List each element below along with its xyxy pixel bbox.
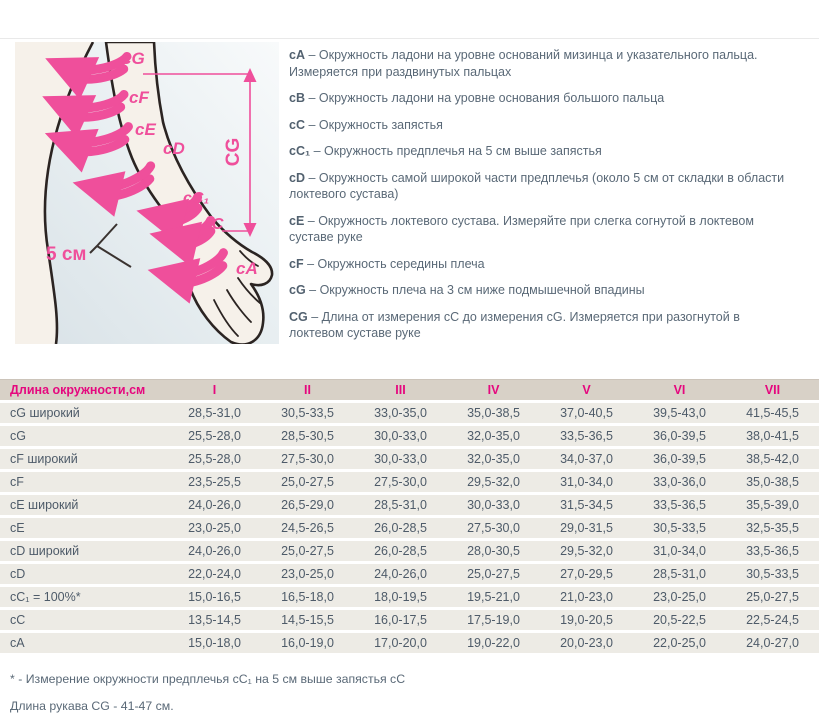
measure-code: cC bbox=[289, 117, 305, 132]
range-cell: 30,0-33,0 bbox=[447, 495, 540, 515]
size-column-header: VI bbox=[633, 379, 726, 400]
range-cell: 30,5-33,5 bbox=[726, 564, 819, 584]
range-cell: 24,0-27,0 bbox=[726, 633, 819, 653]
description-item bbox=[289, 256, 789, 273]
range-cell: 41,5-45,5 bbox=[726, 403, 819, 423]
table-row bbox=[0, 518, 819, 538]
measure-text: – Окружность плеча на 3 см ниже подмышечной впадины bbox=[305, 283, 645, 297]
size-column-header: II bbox=[261, 379, 354, 400]
size-column-header: V bbox=[540, 379, 633, 400]
table-row bbox=[0, 610, 819, 630]
row-label: cF широкий bbox=[0, 449, 168, 469]
range-cell: 26,0-28,5 bbox=[354, 518, 447, 538]
range-cell: 35,0-38,5 bbox=[726, 472, 819, 492]
measure-code: cE bbox=[289, 213, 305, 228]
description-item bbox=[289, 90, 789, 107]
row-label: cE bbox=[0, 518, 168, 538]
sleeve-length-note: Длина рукава CG - 41-47 см. bbox=[10, 698, 174, 713]
range-cell: 26,0-28,5 bbox=[354, 541, 447, 561]
description-item bbox=[289, 213, 789, 246]
size-column-header: VII bbox=[726, 379, 819, 400]
measure-text: – Окружность ладони на уровне основания большого пальца bbox=[304, 91, 665, 105]
range-cell: 24,0-26,0 bbox=[168, 541, 261, 561]
row-label: cF bbox=[0, 472, 168, 492]
table-row bbox=[0, 564, 819, 584]
range-cell: 39,5-43,0 bbox=[633, 403, 726, 423]
range-cell: 38,5-42,0 bbox=[726, 449, 819, 469]
row-label: cE широкий bbox=[0, 495, 168, 515]
cF-label: cF bbox=[129, 88, 149, 107]
range-cell: 16,0-17,5 bbox=[354, 610, 447, 630]
measure-text: – Окружность ладони на уровне оснований мизинца и указательного пальца. Измеряется при раздвинутых пальцах bbox=[289, 48, 758, 79]
cg-measure-label: CG bbox=[223, 137, 244, 167]
range-cell: 20,5-22,5 bbox=[633, 610, 726, 630]
range-cell: 21,0-23,0 bbox=[540, 587, 633, 607]
range-cell: 22,0-24,0 bbox=[168, 564, 261, 584]
range-cell: 30,5-33,5 bbox=[261, 403, 354, 423]
footnotes bbox=[10, 672, 819, 713]
range-cell: 31,0-34,0 bbox=[540, 472, 633, 492]
range-cell: 27,5-30,0 bbox=[447, 518, 540, 538]
range-cell: 37,0-40,5 bbox=[540, 403, 633, 423]
range-cell: 35,0-38,5 bbox=[447, 403, 540, 423]
cG-label: cG bbox=[122, 49, 145, 68]
range-cell: 18,0-19,5 bbox=[354, 587, 447, 607]
range-cell: 25,0-27,5 bbox=[726, 587, 819, 607]
range-cell: 38,0-41,5 bbox=[726, 426, 819, 446]
range-cell: 34,0-37,0 bbox=[540, 449, 633, 469]
description-item bbox=[289, 170, 789, 203]
cC-label: cC bbox=[203, 216, 224, 233]
table-row bbox=[0, 472, 819, 492]
asterisk-footnote: * - Измерение окружности предплечья сС₁ на 5 см выше запястья сС bbox=[10, 671, 406, 686]
range-cell: 22,0-25,0 bbox=[633, 633, 726, 653]
range-cell: 14,5-15,5 bbox=[261, 610, 354, 630]
range-cell: 17,0-20,0 bbox=[354, 633, 447, 653]
five-cm-label: 5 см bbox=[46, 244, 87, 265]
range-cell: 33,0-36,0 bbox=[633, 472, 726, 492]
range-cell: 28,5-31,0 bbox=[633, 564, 726, 584]
range-cell: 28,0-30,5 bbox=[447, 541, 540, 561]
size-table bbox=[0, 376, 819, 656]
row-label: cG широкий bbox=[0, 403, 168, 423]
row-label-header: Длина окружности,см bbox=[0, 379, 168, 400]
range-cell: 25,0-27,5 bbox=[261, 472, 354, 492]
range-cell: 25,5-28,0 bbox=[168, 426, 261, 446]
range-cell: 28,5-31,0 bbox=[168, 403, 261, 423]
measure-code: cG bbox=[289, 283, 306, 297]
top-divider bbox=[0, 0, 819, 39]
row-label: cD широкий bbox=[0, 541, 168, 561]
range-cell: 30,5-33,5 bbox=[633, 518, 726, 538]
row-label: cC₁ = 100%* bbox=[0, 587, 168, 607]
range-cell: 23,0-25,0 bbox=[261, 564, 354, 584]
row-label: cC bbox=[0, 610, 168, 630]
range-cell: 36,0-39,5 bbox=[633, 449, 726, 469]
range-cell: 17,5-19,0 bbox=[447, 610, 540, 630]
range-cell: 22,5-24,5 bbox=[726, 610, 819, 630]
range-cell: 29,5-32,0 bbox=[447, 472, 540, 492]
range-cell: 28,5-31,0 bbox=[354, 495, 447, 515]
arm-diagram-illustration bbox=[15, 42, 279, 344]
cA-label: cA bbox=[236, 259, 258, 278]
range-cell: 31,0-34,0 bbox=[633, 541, 726, 561]
table-row bbox=[0, 587, 819, 607]
description-item bbox=[289, 47, 789, 80]
range-cell: 32,0-35,0 bbox=[447, 449, 540, 469]
size-column-header: IV bbox=[447, 379, 540, 400]
range-cell: 33,0-35,0 bbox=[354, 403, 447, 423]
range-cell: 24,0-26,0 bbox=[168, 495, 261, 515]
measure-text: – Окружность предплечья на 5 см выше запястья bbox=[310, 144, 602, 158]
measure-text: – Окружность запястья bbox=[304, 117, 443, 132]
range-cell: 32,0-35,0 bbox=[447, 426, 540, 446]
table-row bbox=[0, 541, 819, 561]
range-cell: 28,5-30,5 bbox=[261, 426, 354, 446]
range-cell: 31,5-34,5 bbox=[540, 495, 633, 515]
row-label: cA bbox=[0, 633, 168, 653]
range-cell: 15,0-16,5 bbox=[168, 587, 261, 607]
range-cell: 19,0-22,0 bbox=[447, 633, 540, 653]
cE-label: cE bbox=[135, 120, 156, 139]
range-cell: 24,5-26,5 bbox=[261, 518, 354, 538]
measure-text: – Окружность середины плеча bbox=[303, 256, 485, 271]
description-item bbox=[289, 309, 789, 342]
measurement-descriptions bbox=[279, 42, 819, 352]
range-cell: 19,5-21,0 bbox=[447, 587, 540, 607]
range-cell: 27,5-30,0 bbox=[261, 449, 354, 469]
range-cell: 30,0-33,0 bbox=[354, 426, 447, 446]
range-cell: 33,5-36,5 bbox=[726, 541, 819, 561]
range-cell: 15,0-18,0 bbox=[168, 633, 261, 653]
range-cell: 25,0-27,5 bbox=[261, 541, 354, 561]
range-cell: 27,0-29,5 bbox=[540, 564, 633, 584]
range-cell: 16,0-19,0 bbox=[261, 633, 354, 653]
measure-code: cC₁ bbox=[289, 144, 311, 158]
measure-code: cD bbox=[289, 170, 305, 185]
range-cell: 23,0-25,0 bbox=[168, 518, 261, 538]
cD-label: cD bbox=[163, 139, 185, 158]
table-row bbox=[0, 426, 819, 446]
table-row bbox=[0, 633, 819, 653]
range-cell: 19,0-20,5 bbox=[540, 610, 633, 630]
table-row bbox=[0, 495, 819, 515]
measure-code: CG bbox=[289, 309, 308, 324]
range-cell: 29,5-32,0 bbox=[540, 541, 633, 561]
range-cell: 29,0-31,5 bbox=[540, 518, 633, 538]
range-cell: 33,5-36,5 bbox=[540, 426, 633, 446]
size-column-header: III bbox=[354, 379, 447, 400]
measure-text: – Длина от измерения cC до измерения cG. Измеряется при разогнутой в локтевом суставе руке bbox=[289, 309, 740, 340]
range-cell: 36,0-39,5 bbox=[633, 426, 726, 446]
range-cell: 33,5-36,5 bbox=[633, 495, 726, 515]
range-cell: 24,0-26,0 bbox=[354, 564, 447, 584]
measure-text: – Окружность локтевого сустава. Измеряйте при слегка согнутой в локтевом суставе руке bbox=[289, 213, 754, 244]
measure-code: cA bbox=[289, 48, 305, 62]
row-label: cD bbox=[0, 564, 168, 584]
range-cell: 23,5-25,5 bbox=[168, 472, 261, 492]
range-cell: 25,5-28,0 bbox=[168, 449, 261, 469]
measure-text: – Окружность самой широкой части предплечья (около 5 см от складки в области локтевого сустава) bbox=[289, 170, 785, 201]
range-cell: 13,5-14,5 bbox=[168, 610, 261, 630]
range-cell: 25,0-27,5 bbox=[447, 564, 540, 584]
range-cell: 16,5-18,0 bbox=[261, 587, 354, 607]
description-item bbox=[289, 282, 789, 299]
size-table-body bbox=[0, 403, 819, 653]
measure-code: cF bbox=[289, 256, 304, 271]
arm-diagram bbox=[15, 42, 279, 349]
range-cell: 23,0-25,0 bbox=[633, 587, 726, 607]
measure-code: cB bbox=[289, 91, 305, 105]
range-cell: 27,5-30,0 bbox=[354, 472, 447, 492]
range-cell: 30,0-33,0 bbox=[354, 449, 447, 469]
measurement-section bbox=[0, 39, 819, 352]
size-column-header: I bbox=[168, 379, 261, 400]
table-row bbox=[0, 449, 819, 469]
range-cell: 32,5-35,5 bbox=[726, 518, 819, 538]
description-item bbox=[289, 117, 789, 134]
cC1-label: cC₁ bbox=[183, 190, 210, 207]
size-table-header-row bbox=[0, 379, 819, 400]
range-cell: 20,0-23,0 bbox=[540, 633, 633, 653]
range-cell: 35,5-39,0 bbox=[726, 495, 819, 515]
range-cell: 26,5-29,0 bbox=[261, 495, 354, 515]
row-label: cG bbox=[0, 426, 168, 446]
description-item bbox=[289, 143, 789, 160]
table-row bbox=[0, 403, 819, 423]
